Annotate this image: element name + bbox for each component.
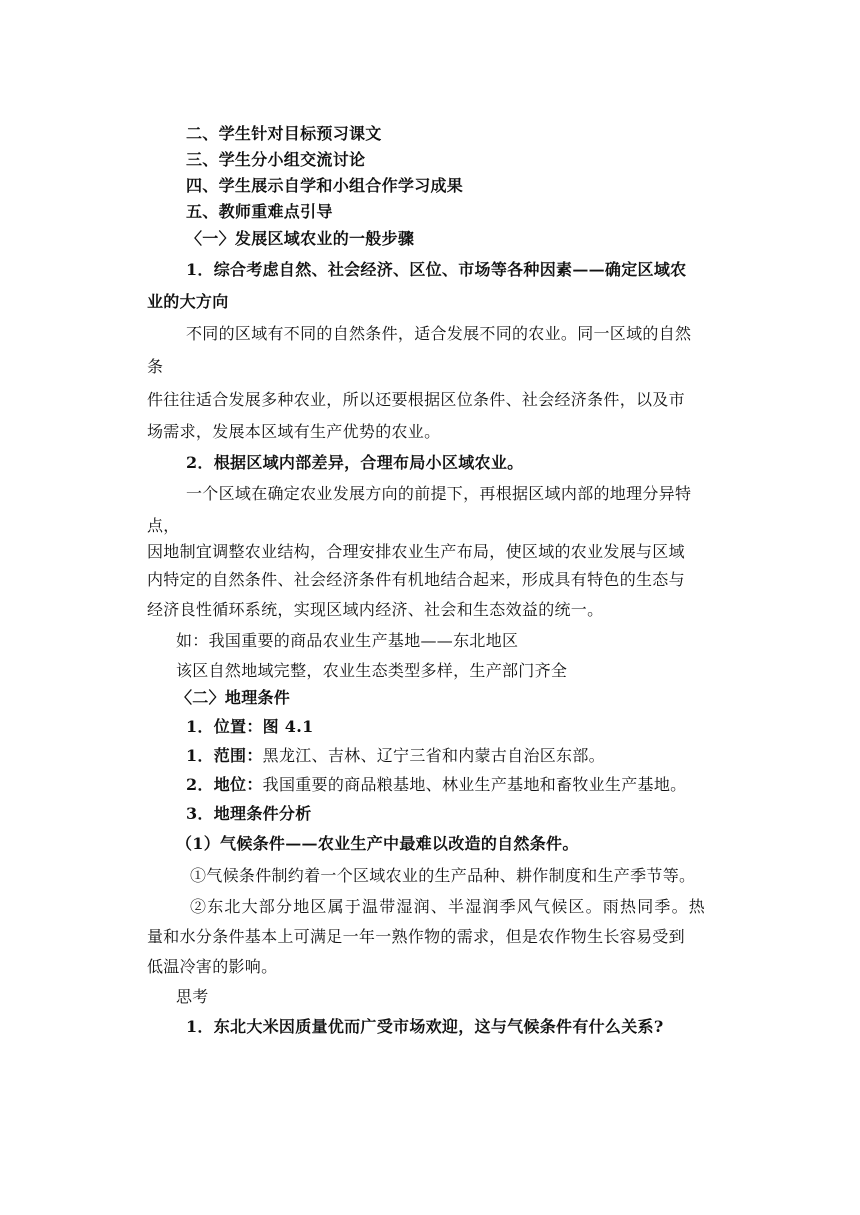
scope-text: 黑龙江、吉林、辽宁三省和内蒙古自治区东部。 xyxy=(262,746,605,765)
paragraph-two-line1: 一个区域在确定农业发展方向的前提下，再根据区域内部的地理分异特 xyxy=(186,484,692,503)
section-one-heading: 〈一〉发展区域农业的一般步骤 xyxy=(186,229,415,248)
paragraph-one-line2: 条 xyxy=(147,357,164,376)
paragraph-one-line3: 件往往适合发展多种农业，所以还要根据区位条件、社会经济条件，以及市 xyxy=(147,390,685,409)
analysis-heading: 3．地理条件分析 xyxy=(186,804,312,823)
think-heading: 思考 xyxy=(176,987,209,1006)
status-text: 我国重要的商品粮基地、林业生产基地和畜牧业生产基地。 xyxy=(262,775,687,794)
paragraph-two-line5: 经济良性循环系统，实现区域内经济、社会和生态效益的统一。 xyxy=(147,600,604,619)
step-five-heading: 五、教师重难点引导 xyxy=(186,202,333,221)
location-line: 1．位置：图 4.1 xyxy=(186,717,314,736)
example-line: 如：我国重要的商品农业生产基地——东北地区 xyxy=(176,631,519,650)
climate-point-two-line3: 低温冷害的影响。 xyxy=(147,957,278,976)
paragraph-two-line2: 点， xyxy=(147,516,180,535)
step-two-heading: 二、学生针对目标预习课文 xyxy=(186,124,382,143)
point-two-heading: 2．根据区域内部差异，合理布局小区域农业。 xyxy=(186,453,524,472)
paragraph-two-line3: 因地制宜调整农业结构，合理安排农业生产布局，使区域的农业发展与区域 xyxy=(147,542,685,561)
paragraph-one-line1: 不同的区域有不同的自然条件，适合发展不同的农业。同一区域的自然 xyxy=(186,324,692,343)
point-one-line2: 业的大方向 xyxy=(147,292,229,311)
step-three-heading: 三、学生分小组交流讨论 xyxy=(186,150,366,169)
think-question-one: 1．东北大米因质量优而广受市场欢迎，这与气候条件有什么关系? xyxy=(186,1017,664,1036)
point-one-line1: 1．综合考虑自然、社会经济、区位、市场等各种因素——确定区域农 xyxy=(186,260,687,279)
example-detail-line: 该区自然地域完整，农业生态类型多样，生产部门齐全 xyxy=(176,661,568,680)
climate-point-two-line2: 量和水分条件基本上可满足一年一熟作物的需求，但是农作物生长容易受到 xyxy=(147,927,685,946)
scope-label: 1．范围： xyxy=(186,746,263,765)
paragraph-one-line4: 场需求，发展本区域有生产优势的农业。 xyxy=(147,422,441,441)
step-four-heading: 四、学生展示自学和小组合作学习成果 xyxy=(186,176,464,195)
scope-line xyxy=(186,746,605,766)
paragraph-two-line4: 内特定的自然条件、社会经济条件有机地结合起来，形成具有特色的生态与 xyxy=(147,570,685,589)
status-label: 2．地位： xyxy=(186,775,263,794)
climate-point-one: ①气候条件制约着一个区域农业的生产品种、耕作制度和生产季节等。 xyxy=(190,866,696,885)
climate-heading: （1）气候条件——农业生产中最难以改造的自然条件。 xyxy=(176,834,579,853)
section-two-heading: 〈二〉地理条件 xyxy=(176,688,291,707)
climate-point-two-line1: ②东北大部分地区属于温带湿润、半湿润季风气候区。雨热同季。热 xyxy=(190,897,707,916)
status-line xyxy=(186,775,686,795)
